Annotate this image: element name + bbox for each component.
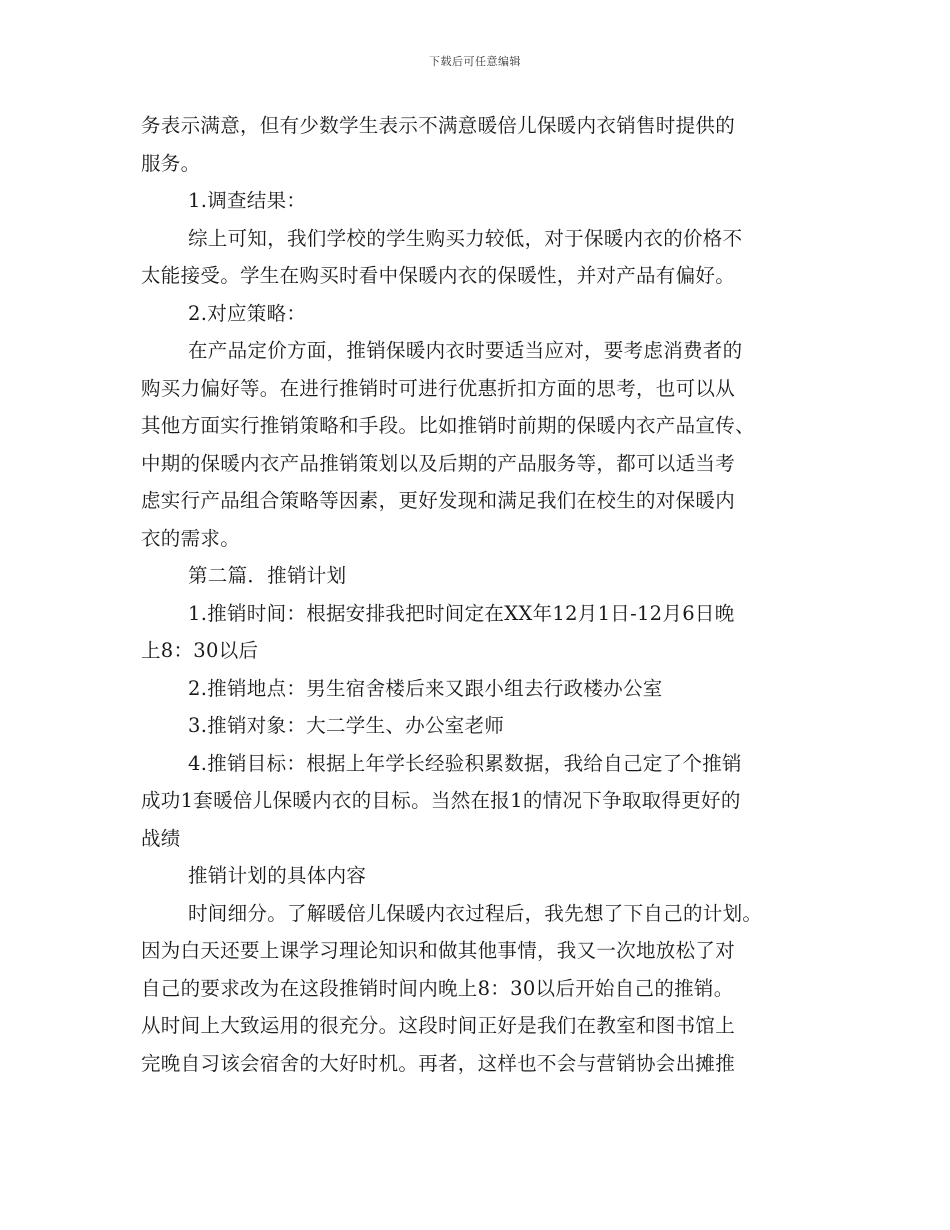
text-line: 其他方面实行推销策略和手段。比如推销时前期的保暖内衣产品宣传、: [141, 414, 755, 437]
page-header: 下载后可任意编辑: [429, 55, 521, 68]
text-line: 购买力偏好等。在进行推销时可进行优惠折扣方面的思考，也可以从: [141, 376, 736, 400]
text-line: 虑实行产品组合策略等因素，更好发现和满足我们在校生的对保暖内: [141, 489, 736, 512]
text-line: 时间细分。了解暖倍儿保暖内衣过程后，我先想了下自己的计划。: [188, 901, 763, 925]
text-line: 4.推销目标：根据上年学长经验积累数据，我给自己定了个推销: [188, 751, 742, 775]
text-line: 衣的需求。: [141, 526, 241, 550]
text-line: 因为白天还要上课学习理论知识和做其他事情，我又一次地放松了对: [141, 939, 736, 962]
text-line: 综上可知，我们学校的学生购买力较低，对于保暖内衣的价格不: [188, 226, 743, 250]
text-line: 在产品定价方面，推销保暖内衣时要适当应对，要考虑消费者的: [188, 339, 743, 362]
text-line: 务表示满意，但有少数学生表示不满意暖倍儿保暖内衣销售时提供的: [141, 114, 736, 137]
text-line: 2.对应策略：: [188, 301, 307, 325]
text-line: 上8：30以后: [141, 639, 259, 662]
text-line: 战绩: [141, 826, 181, 850]
text-line: 自己的要求改为在这段推销时间内晚上8：30以后开始自己的推销。: [141, 976, 734, 1000]
text-line: 从时间上大致运用的很充分。这段时间正好是我们在教室和图书馆上: [141, 1014, 736, 1037]
text-line: 中期的保暖内衣产品推销策划以及后期的产品服务等，都可以适当考: [141, 451, 736, 475]
text-line: 太能接受。学生在购买时看中保暖内衣的保暖性，并对产品有偏好。: [141, 264, 736, 287]
text-line: 服务。: [141, 151, 201, 175]
text-line: 推销计划的具体内容: [188, 864, 367, 887]
text-line: 1.推销时间：根据安排我把时间定在XX年12月1日-12月6日晚: [188, 601, 735, 625]
text-line: 2.推销地点：男生宿舍楼后来又跟小组去行政楼办公室: [188, 676, 663, 700]
text-line: 完晚自习该会宿舍的大好时机。再者，这样也不会与营销协会出摊推: [141, 1051, 736, 1075]
text-line: 1.调查结果：: [188, 189, 307, 212]
text-line: 成功1套暖倍儿保暖内衣的目标。当然在报1的情况下争取取得更好的: [141, 789, 741, 812]
document-body: [141, 107, 813, 1082]
text-line: 3.推销对象：大二学生、办公室老师: [188, 714, 505, 737]
text-line: 第二篇．推销计划: [188, 564, 347, 587]
